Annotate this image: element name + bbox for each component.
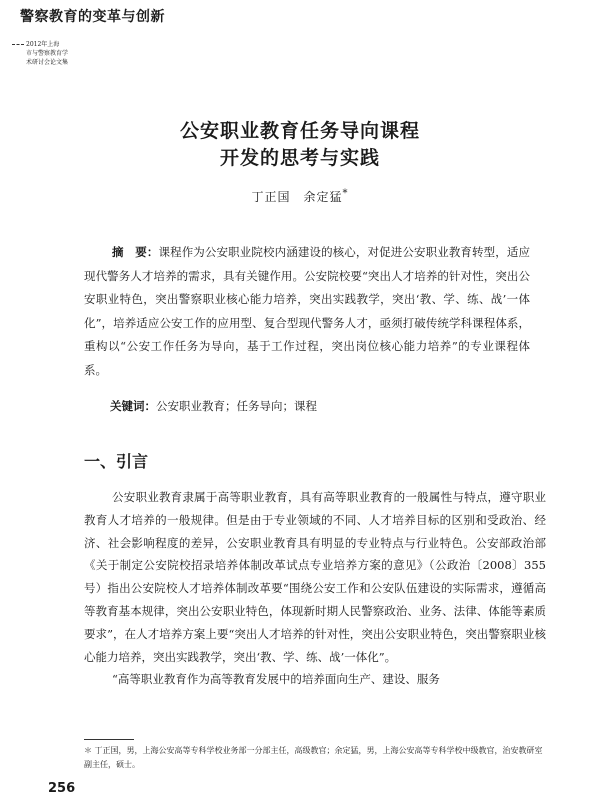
- footnote-rule: [84, 739, 134, 740]
- title-line-2: 开发的思考与实践: [219, 147, 380, 169]
- series-line-3: 术研讨会论文集: [26, 59, 69, 66]
- authors: [0, 188, 600, 205]
- abstract-label: 摘 要：: [112, 245, 159, 259]
- series-line-1: 2012年上海: [26, 41, 60, 48]
- keywords-label: 关键词：: [110, 399, 156, 413]
- abstract: [84, 241, 530, 382]
- page-number: 256: [48, 781, 76, 796]
- running-head: 警察教育的变革与创新: [20, 9, 165, 25]
- paragraph-2: “高等职业教育作为高等教育发展中的培养面向生产、建设、服务: [112, 672, 440, 687]
- conference-series-label: [12, 40, 68, 67]
- footnote: ＊ 丁正国，男，上海公安高等专科学校业务部一分部主任，高级教官；余定猛，男，上海公安高等专科学校中级教官，治安教研室副主任，硕士。: [84, 746, 543, 769]
- series-rule: [12, 44, 24, 45]
- keywords-text: 公安职业教育；任务导向；课程: [156, 399, 317, 413]
- series-line-2: 市与警察教育学: [26, 50, 69, 57]
- keywords: [110, 398, 317, 414]
- section-heading: 一、引言: [84, 452, 149, 471]
- author-names: 丁正国 余定猛: [251, 190, 343, 204]
- title-line-1: 公安职业教育任务导向课程: [179, 120, 420, 142]
- article-title: [0, 118, 600, 172]
- body-text: [84, 486, 546, 691]
- author-footnote-mark: *: [342, 188, 349, 199]
- abstract-text: 课程作为公安职业院校内涵建设的核心，对促进公安职业教育转型，适应现代警务人才培养的需求，具有关键作用。公安院校要“突出人才培养的针对性，突出公安职业特色，突出警察职业核心能力培养，突出实践教学，突出‘教、学、练、战’一体化”，培养适应公安工作的应用型、复合型现代警务人才，亟须打破传统学科课程体系，重构以“公安工作任务为导向，基于工作过程，突出岗位核心能力培养”的专业课程体系。: [84, 245, 531, 377]
- paragraph-1: 公安职业教育隶属于高等职业教育，具有高等职业教育的一般属性与特点，遵守职业教育人才培养的一般规律。但是由于专业领域的不同、人才培养目标的区别和受政治、经济、社会影响程度的差异，公安职业教育具有明显的专业特点与行业特色。公安部政治部《关于制定公安院校招录培养体制改革试点专业培养方案的意见》（公政治〔2008〕355号）指出公安院校人才培养体制改革要“围绕公安工作和公安队伍建设的实际需求，遵循高等教育基本规律，突出公安职业特色，体现新时期人民警察政治、业务、法律、体能等素质要求”，在人才培养方案上要“突出人才培养的针对性，突出公安职业特色，突出警察职业核心能力培养，突出实践教学，突出‘教、学、练、战’一体化”。: [84, 490, 546, 664]
